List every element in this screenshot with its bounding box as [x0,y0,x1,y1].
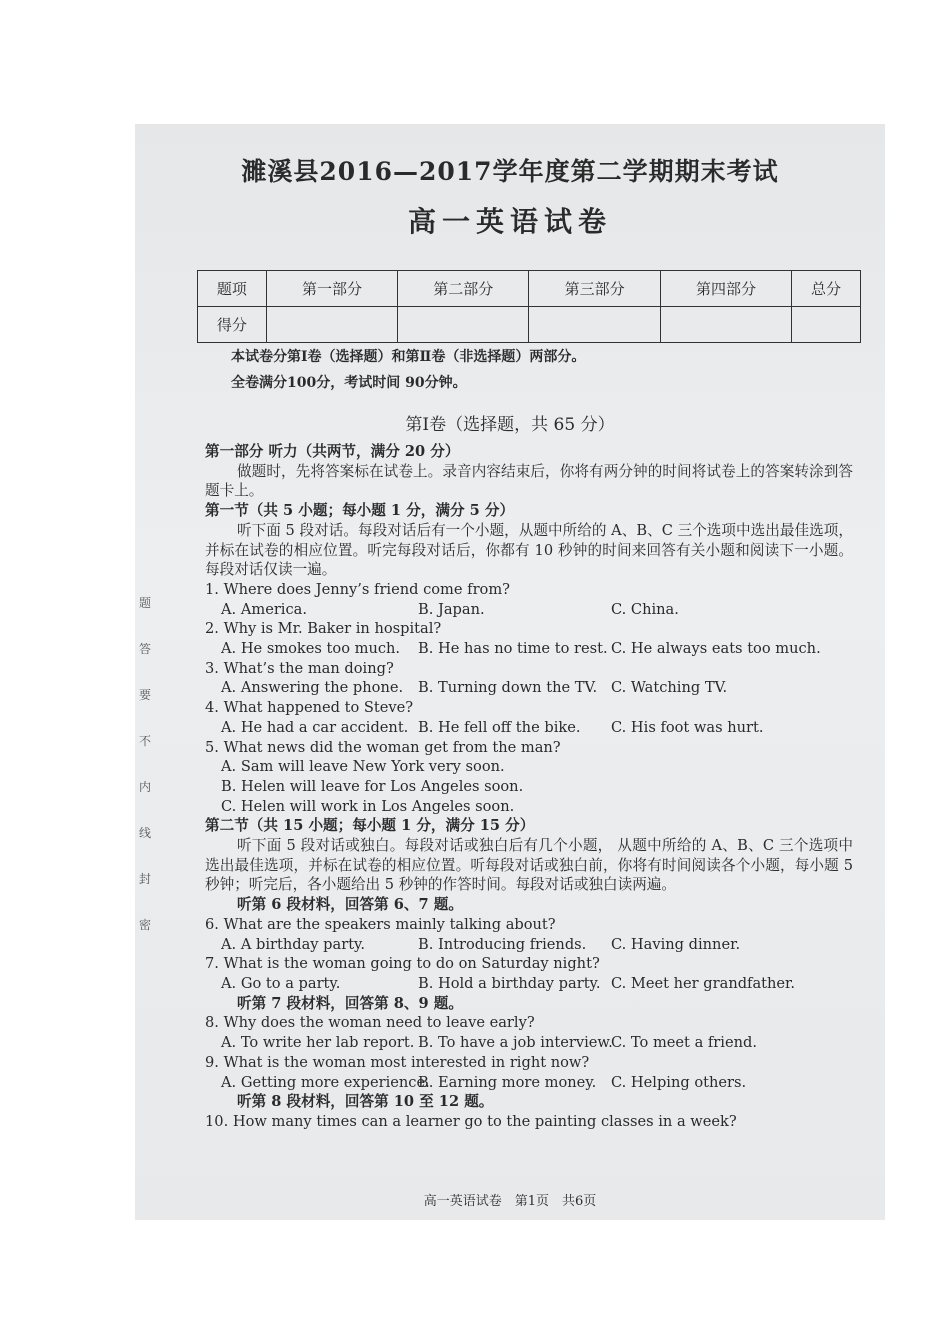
listen-instruction: 听第 7 段材料，回答第 8、9 题。 [237,994,463,1012]
exam-title: 濉溪县2016—2017学年度第二学期期末考试 [241,157,779,186]
options [205,935,853,955]
options [205,974,853,994]
option-c: C. His foot was hurt. [611,718,764,736]
score-table [197,270,861,343]
page-footer: 高一英语试卷 第1页 共6页 [423,1194,597,1209]
score-table-header: 第一部分 [266,271,397,307]
section1-heading: 第一节（共 5 小题；每小题 1 分，满分 5 分） [205,502,515,520]
question: 1. Where does Jenny’s friend come from? [205,580,511,598]
volume-title: 第Ⅰ卷（选择题，共 65 分） [405,415,615,435]
score-cell [529,307,660,343]
option-c: C. China. [611,600,679,618]
options [205,600,853,620]
option-b: B. Introducing friends. [418,935,587,953]
options [205,639,853,659]
score-row-label: 得分 [198,307,267,343]
exam-content [205,442,853,1132]
listen-instruction: 听第 6 段材料，回答第 6、7 题。 [237,896,463,914]
score-cell [792,307,861,343]
seal-char: 要 [139,688,152,702]
exam-subtitle: 高一英语试卷 [407,205,612,238]
score-table-header: 总分 [792,271,861,307]
option-b: B. Japan. [418,600,485,618]
exam-note: 全卷满分100分，考试时间 90分钟。 [231,375,467,391]
options [205,718,853,738]
option-a: A. America. [221,600,307,618]
seal-char: 答 [139,642,152,656]
part1-heading: 第一部分 听力（共两节，满分 20 分） [205,443,460,460]
option-b: B. He fell off the bike. [418,718,581,736]
question: 10. How many times can a learner go to the painting classes in a week? [205,1112,737,1130]
option-c: C. Helen will work in Los Angeles soon. [221,797,515,815]
option-a: A. He smokes too much. [221,640,401,658]
listen-instruction: 听第 8 段材料，回答第 10 至 12 题。 [237,1093,494,1111]
option-c: C. He always eats too much. [611,640,821,658]
score-table-header: 第四部分 [660,271,791,307]
option-a: A. To write her lab report. [221,1034,415,1052]
score-cell [266,307,397,343]
score-cell [660,307,791,343]
seal-char: 不 [139,734,152,748]
section2-heading: 第二节（共 15 小题；每小题 1 分，满分 15 分） [205,817,535,835]
exam-sheet [135,124,885,1220]
question: 3. What’s the man doing? [205,659,394,677]
option-c: C. Having dinner. [611,935,741,953]
seal-char: 密 [139,918,152,932]
option-c: C. Watching TV. [611,679,728,697]
option-a: A. Go to a party. [221,974,341,992]
options [205,678,853,698]
options [205,1033,853,1053]
option-a: A. Sam will leave New York very soon. [221,758,505,776]
option-b: B. Hold a birthday party. [418,974,601,992]
option-a: A. A birthday party. [221,935,365,953]
seal-char: 线 [139,826,152,840]
seal-line-strip [135,594,155,934]
question: 6. What are the speakers mainly talking about? [205,915,556,933]
seal-char: 内 [139,780,152,794]
option-a: A. Answering the phone. [221,679,404,697]
option-b: B. To have a job interview. [418,1034,613,1052]
option-a: A. He had a car accident. [221,718,409,736]
options [205,1073,853,1093]
score-table-header: 第二部分 [398,271,529,307]
seal-char: 题 [139,596,152,610]
exam-note: 本试卷分第Ⅰ卷（选择题）和第Ⅱ卷（非选择题）两部分。 [231,349,586,365]
option-c: C. To meet a friend. [611,1034,757,1052]
option-b: B. Turning down the TV. [418,679,598,697]
option-a: A. Getting more experience. [221,1073,430,1091]
question: 4. What happened to Steve? [205,699,414,717]
option-b: B. Earning more money. [418,1073,597,1091]
option-b: B. Helen will leave for Los Angeles soon. [221,777,524,795]
question: 8. Why does the woman need to leave early? [205,1014,535,1032]
option-c: C. Helping others. [611,1073,747,1091]
question: 2. Why is Mr. Baker in hospital? [205,620,442,638]
score-cell [398,307,529,343]
question: 5. What news did the woman get from the man? [205,738,561,756]
option-b: B. He has no time to rest. [418,640,608,658]
part1-instructions: 做题时，先将答案标在试卷上。录音内容结束后，你将有两分钟的时间将试卷上的答案转涂到答题卡上。 [205,462,853,500]
score-table-header: 题项 [198,271,267,307]
question: 9. What is the woman most interested in right now? [205,1053,590,1071]
section2-instructions: 听下面 5 段对话或独白。每段对话或独白后有几个小题， 从题中所给的 A、B、C 三个选项中选出最佳选项，并标在试卷的相应位置。听每段对话或独白前，你将有时间阅读各个小题，每小题 5 秒钟；听完后，各小题给出 5 秒钟的作答时间。每段对话或独白读两遍。 [205,837,853,894]
seal-char: 封 [139,872,152,886]
section1-instructions: 听下面 5 段对话。每段对话后有一个小题，从题中所给的 A、B、C 三个选项中选出最佳选项，并标在试卷的相应位置。听完每段对话后，你都有 10 秒钟的时间来回答有关小题和阅读下一小题。每段对话仅读一遍。 [205,521,853,579]
question: 7. What is the woman going to do on Saturday night? [205,955,600,973]
option-c: C. Meet her grandfather. [611,974,796,992]
score-table-header: 第三部分 [529,271,660,307]
